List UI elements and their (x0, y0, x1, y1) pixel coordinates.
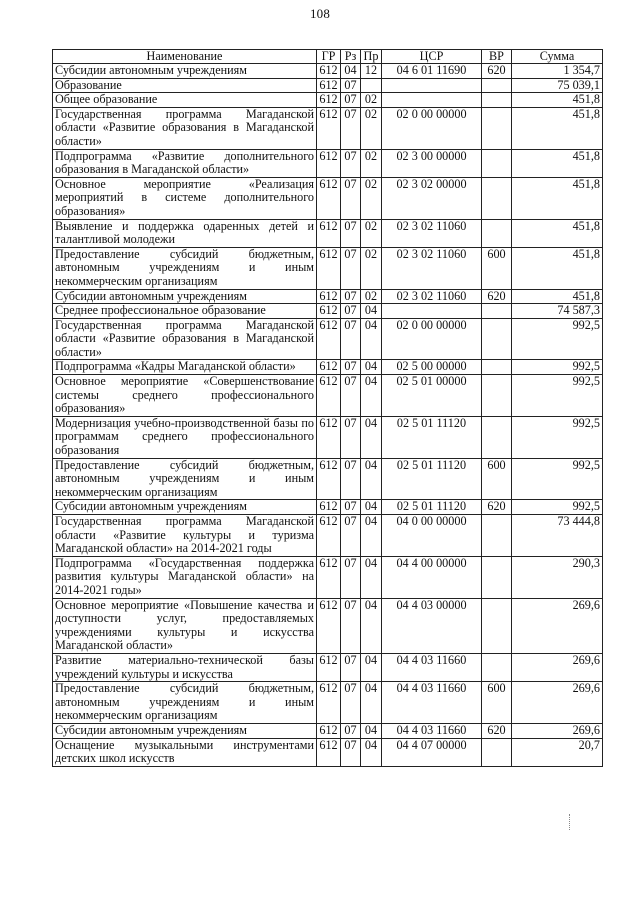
cell-pr: 04 (361, 318, 382, 360)
cell-rz: 07 (341, 360, 361, 375)
table-row (53, 149, 603, 177)
header-gr: ГР (317, 50, 341, 64)
cell-csr: 02 5 00 00000 (382, 360, 482, 375)
cell-gr: 612 (317, 318, 341, 360)
header-rz: Рз (341, 50, 361, 64)
cell-sum: 73 444,8 (512, 515, 603, 557)
cell-rz: 07 (341, 598, 361, 653)
cell-gr: 612 (317, 93, 341, 108)
table-row (53, 653, 603, 681)
table-row (53, 738, 603, 766)
table-row (53, 289, 603, 304)
cell-csr (382, 304, 482, 319)
cell-csr: 04 4 03 11660 (382, 723, 482, 738)
table-row (53, 219, 603, 247)
cell-vr (482, 78, 512, 93)
cell-csr: 02 3 02 11060 (382, 289, 482, 304)
cell-rz: 07 (341, 177, 361, 219)
cell-sum: 451,8 (512, 219, 603, 247)
cell-gr: 612 (317, 723, 341, 738)
cell-rz: 07 (341, 318, 361, 360)
cell-gr: 612 (317, 416, 341, 458)
cell-rz: 07 (341, 107, 361, 149)
table-row (53, 375, 603, 417)
cell-vr: 620 (482, 723, 512, 738)
table-row (53, 723, 603, 738)
cell-name: Подпрограмма «Развитие дополнительного образования в Магаданской области» (53, 149, 317, 177)
cell-pr: 04 (361, 416, 382, 458)
cell-name: Общее образование (53, 93, 317, 108)
cell-gr: 612 (317, 177, 341, 219)
table-row (53, 78, 603, 93)
table-row (53, 515, 603, 557)
table-row (53, 177, 603, 219)
cell-rz: 07 (341, 93, 361, 108)
cell-vr: 600 (482, 247, 512, 289)
cell-vr (482, 598, 512, 653)
cell-pr: 04 (361, 500, 382, 515)
cell-csr: 02 0 00 00000 (382, 107, 482, 149)
table-body (53, 64, 603, 767)
table-row (53, 598, 603, 653)
cell-sum: 451,8 (512, 93, 603, 108)
table-row (53, 304, 603, 319)
cell-name: Государственная программа Магаданской области «Развитие образования в Магаданской области» (53, 107, 317, 149)
cell-csr: 02 3 02 11060 (382, 247, 482, 289)
cell-gr: 612 (317, 78, 341, 93)
cell-sum: 74 587,3 (512, 304, 603, 319)
cell-vr (482, 738, 512, 766)
cell-name: Основное мероприятие «Реализация мероприятий в системе дополнительного образования» (53, 177, 317, 219)
cell-name: Субсидии автономным учреждениям (53, 723, 317, 738)
table-row (53, 500, 603, 515)
cell-sum: 992,5 (512, 416, 603, 458)
cell-rz: 07 (341, 304, 361, 319)
cell-pr: 12 (361, 64, 382, 79)
cell-gr: 612 (317, 64, 341, 79)
cell-pr: 04 (361, 360, 382, 375)
cell-pr: 02 (361, 289, 382, 304)
budget-table (52, 49, 603, 767)
cell-rz: 07 (341, 653, 361, 681)
cell-name: Основное мероприятие «Совершенствование системы среднего профессионального образования» (53, 375, 317, 417)
cell-gr: 612 (317, 682, 341, 724)
cell-name: Выявление и поддержка одаренных детей и талантливой молодежи (53, 219, 317, 247)
cell-csr (382, 93, 482, 108)
cell-csr: 02 5 01 11120 (382, 500, 482, 515)
cell-vr (482, 93, 512, 108)
cell-rz: 07 (341, 78, 361, 93)
cell-pr: 04 (361, 458, 382, 500)
cell-pr: 02 (361, 177, 382, 219)
cell-vr: 620 (482, 289, 512, 304)
cell-sum: 451,8 (512, 289, 603, 304)
cell-vr (482, 149, 512, 177)
cell-rz: 07 (341, 738, 361, 766)
cell-rz: 07 (341, 500, 361, 515)
table-row (53, 682, 603, 724)
cell-gr: 612 (317, 375, 341, 417)
cell-name: Среднее профессиональное образование (53, 304, 317, 319)
table-row (53, 107, 603, 149)
cell-vr: 620 (482, 500, 512, 515)
cell-pr: 02 (361, 149, 382, 177)
cell-vr (482, 360, 512, 375)
cell-csr: 04 4 03 11660 (382, 653, 482, 681)
cell-vr (482, 304, 512, 319)
cell-rz: 07 (341, 556, 361, 598)
table-row (53, 416, 603, 458)
table-row (53, 247, 603, 289)
cell-csr: 04 4 03 00000 (382, 598, 482, 653)
table-row (53, 64, 603, 79)
cell-pr: 04 (361, 682, 382, 724)
cell-gr: 612 (317, 598, 341, 653)
cell-name: Модернизация учебно-производственной базы по программам среднего профессионального образования (53, 416, 317, 458)
cell-gr: 612 (317, 289, 341, 304)
cell-name: Развитие материально-технической базы учреждений культуры и искусства (53, 653, 317, 681)
table-header-row (53, 50, 603, 64)
cell-rz: 07 (341, 458, 361, 500)
cell-vr: 600 (482, 458, 512, 500)
cell-gr: 612 (317, 219, 341, 247)
cell-vr: 600 (482, 682, 512, 724)
cell-name: Подпрограмма «Кадры Магаданской области» (53, 360, 317, 375)
cell-rz: 07 (341, 149, 361, 177)
cell-csr: 04 6 01 11690 (382, 64, 482, 79)
table-row (53, 556, 603, 598)
cell-vr (482, 107, 512, 149)
cell-csr: 04 4 07 00000 (382, 738, 482, 766)
page-number: 108 (309, 6, 331, 21)
cell-vr (482, 556, 512, 598)
cell-gr: 612 (317, 458, 341, 500)
cell-sum: 992,5 (512, 360, 603, 375)
cell-pr: 04 (361, 723, 382, 738)
cell-sum: 451,8 (512, 107, 603, 149)
cell-sum: 269,6 (512, 598, 603, 653)
cell-gr: 612 (317, 304, 341, 319)
header-name: Наименование (53, 50, 317, 64)
cell-gr: 612 (317, 653, 341, 681)
cell-rz: 07 (341, 682, 361, 724)
cell-name: Основное мероприятие «Повышение качества и доступности услуг, предоставляемых учреждениями культуры и искусства Магаданской области» (53, 598, 317, 653)
cell-pr (361, 78, 382, 93)
cell-rz: 07 (341, 289, 361, 304)
cell-pr: 02 (361, 219, 382, 247)
cell-rz: 07 (341, 375, 361, 417)
cell-rz: 07 (341, 515, 361, 557)
table-row (53, 318, 603, 360)
cell-sum: 290,3 (512, 556, 603, 598)
cell-sum: 992,5 (512, 458, 603, 500)
cell-rz: 07 (341, 219, 361, 247)
cell-sum: 451,8 (512, 247, 603, 289)
cell-sum: 1 354,7 (512, 64, 603, 79)
cell-pr: 02 (361, 93, 382, 108)
cell-csr: 02 0 00 00000 (382, 318, 482, 360)
cell-sum: 992,5 (512, 318, 603, 360)
cell-vr (482, 318, 512, 360)
cell-sum: 20,7 (512, 738, 603, 766)
cell-name: Государственная программа Магаданской области «Развитие образования в Магаданской области» (53, 318, 317, 360)
cell-vr (482, 416, 512, 458)
cell-sum: 451,8 (512, 177, 603, 219)
cell-gr: 612 (317, 738, 341, 766)
cell-pr: 04 (361, 304, 382, 319)
cell-sum: 269,6 (512, 653, 603, 681)
cell-pr: 04 (361, 738, 382, 766)
cell-gr: 612 (317, 500, 341, 515)
cell-pr: 02 (361, 247, 382, 289)
cell-csr: 02 3 02 00000 (382, 177, 482, 219)
cell-pr: 04 (361, 515, 382, 557)
cell-name: Субсидии автономным учреждениям (53, 500, 317, 515)
cell-gr: 612 (317, 556, 341, 598)
cell-csr: 02 3 02 11060 (382, 219, 482, 247)
cell-csr: 02 5 01 11120 (382, 458, 482, 500)
cell-rz: 07 (341, 416, 361, 458)
cell-csr: 02 5 01 00000 (382, 375, 482, 417)
cell-pr: 04 (361, 598, 382, 653)
cell-gr: 612 (317, 515, 341, 557)
cell-sum: 75 039,1 (512, 78, 603, 93)
table-row (53, 93, 603, 108)
cell-sum: 269,6 (512, 682, 603, 724)
cell-name: Образование (53, 78, 317, 93)
cell-name: Оснащение музыкальными инструментами детских школ искусств (53, 738, 317, 766)
cell-sum: 269,6 (512, 723, 603, 738)
cell-name: Предоставление субсидий бюджетным, автономным учреждениям и иным некоммерческим организациям (53, 458, 317, 500)
cell-csr: 02 3 00 00000 (382, 149, 482, 177)
cell-gr: 612 (317, 360, 341, 375)
table-row (53, 458, 603, 500)
cell-gr: 612 (317, 247, 341, 289)
cell-rz: 04 (341, 64, 361, 79)
cell-vr (482, 219, 512, 247)
cell-name: Предоставление субсидий бюджетным, автономным учреждениям и иным некоммерческим организациям (53, 247, 317, 289)
cell-csr: 04 4 03 11660 (382, 682, 482, 724)
cell-name: Предоставление субсидий бюджетным, автономным учреждениям и иным некоммерческим организациям (53, 682, 317, 724)
table-row (53, 360, 603, 375)
cell-name: Подпрограмма «Государственная поддержка развития культуры Магаданской области» на 2014-2021 годы» (53, 556, 317, 598)
cell-pr: 04 (361, 375, 382, 417)
cell-csr: 04 4 00 00000 (382, 556, 482, 598)
header-sum: Сумма (512, 50, 603, 64)
header-vr: ВР (482, 50, 512, 64)
cell-vr: 620 (482, 64, 512, 79)
cell-rz: 07 (341, 247, 361, 289)
cell-name: Государственная программа Магаданской области «Развитие культуры и туризма Магаданской области» на 2014-2021 годы (53, 515, 317, 557)
cell-vr (482, 515, 512, 557)
cell-vr (482, 177, 512, 219)
cell-sum: 992,5 (512, 375, 603, 417)
cell-sum: 992,5 (512, 500, 603, 515)
cell-csr (382, 78, 482, 93)
cell-gr: 612 (317, 149, 341, 177)
cell-vr (482, 653, 512, 681)
cell-rz: 07 (341, 723, 361, 738)
cell-vr (482, 375, 512, 417)
cell-pr: 04 (361, 653, 382, 681)
cell-name: Субсидии автономным учреждениям (53, 64, 317, 79)
cell-sum: 451,8 (512, 149, 603, 177)
header-csr: ЦСР (382, 50, 482, 64)
cell-gr: 612 (317, 107, 341, 149)
cell-name: Субсидии автономным учреждениям (53, 289, 317, 304)
cell-pr: 02 (361, 107, 382, 149)
header-pr: Пр (361, 50, 382, 64)
cell-csr: 04 0 00 00000 (382, 515, 482, 557)
scan-artifact (569, 814, 573, 830)
cell-csr: 02 5 01 11120 (382, 416, 482, 458)
cell-pr: 04 (361, 556, 382, 598)
